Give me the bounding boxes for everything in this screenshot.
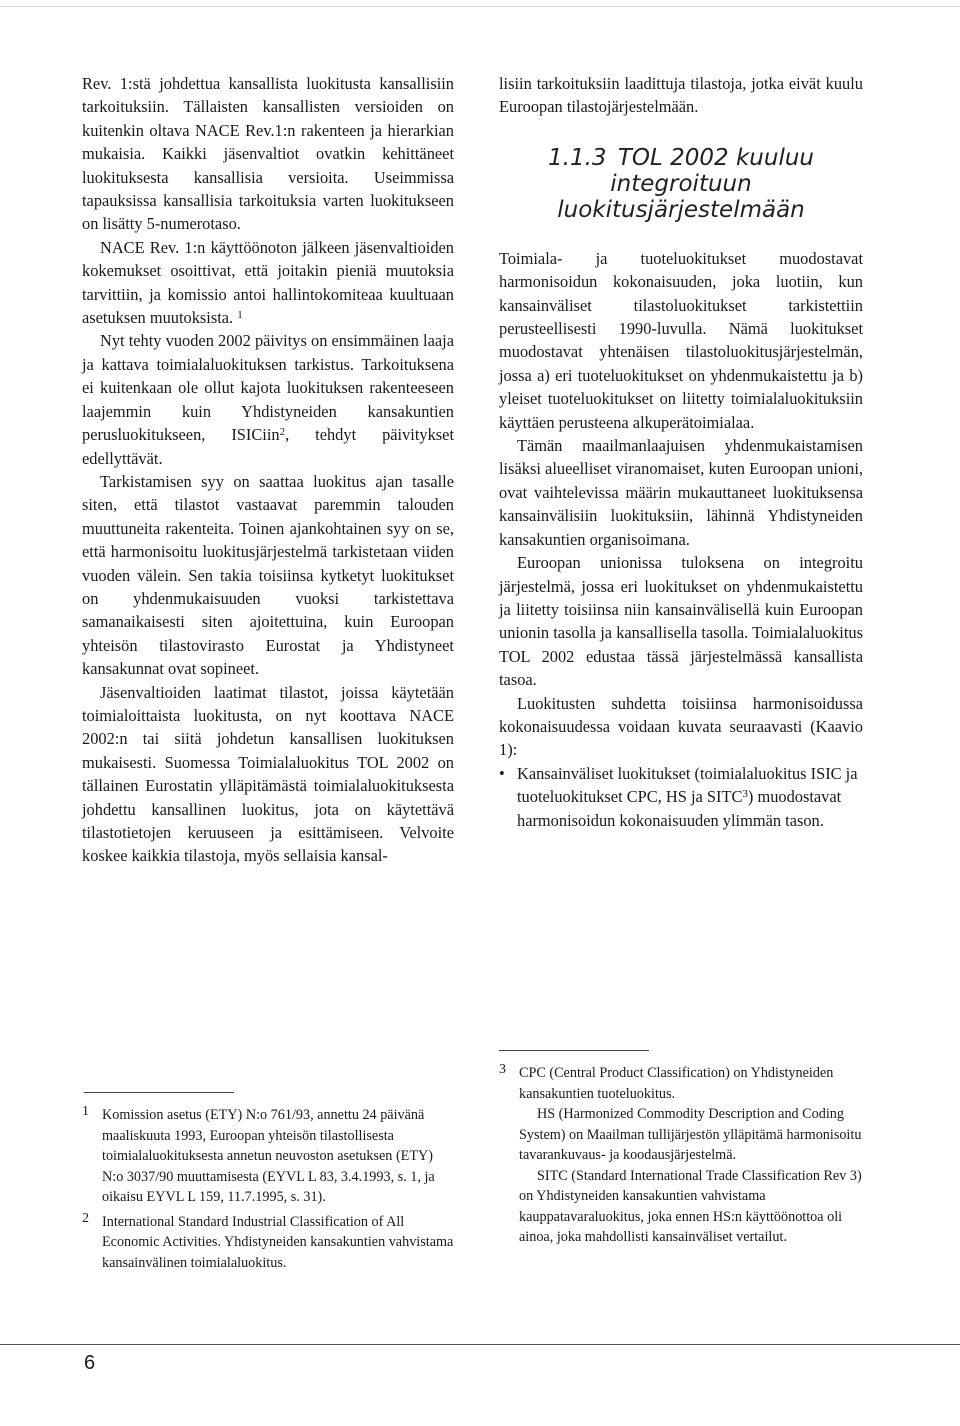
footnote-2-mark: 2 <box>82 1210 89 1226</box>
footnote-rule-right <box>499 1050 649 1051</box>
bullet-dot-icon: • <box>499 763 505 783</box>
left-paragraph-5: Jäsenvaltioiden laatimat tilastot, joissa käytetään toimialoittaista luokitusta, on nyt koottava NACE 2002:n tai siitä johdetun kansallisen luokituksen mukaisesti. Suomessa Toimialaluokitus TOL 2002 on tällainen Eurostatin ylläpitämästä toimialaluokituksesta johdettu kansallinen luokitus, jota on käytettävä tilastotietojen keruuseen ja esittämiseen. Velvoite koskee kaikkia tilastoja, myös sellaisia kansal- <box>82 682 454 866</box>
right-paragraph-2: Tämän maailmanlaajuisen yhdenmukaistamisen lisäksi alueelliset viranomaiset, kuten Euroopan unioni, ovat vaihtelevissa määrin mukauttaneet luokituksensa kansainvälisiin luokituksiin, lähinnä Yhdistyneiden kansakuntien organisoimana. <box>499 436 863 549</box>
footnote-2 <box>82 1212 454 1274</box>
footnote-2-text: International Standard Industrial Classification of All Economic Activities. Yhdistyneiden kansakuntien vahvistama kansainvälinen toimialaluokitus. <box>102 1213 454 1271</box>
left-paragraph-4: Tarkistamisen syy on saattaa luokitus ajan tasalle siten, että tilastot vastaavat paremmin talouden muuttuneita rakenteita. Toinen ajankohtainen syy on se, että harmonisoitu luokitusjärjestelmä tarkistetaan viiden vuoden välein. Sen takia toisiinsa kytketyt luokitukset on yhdenmukaisuuden vuoksi tarkistettava samanaikaisesti siten ajoitettuina, kuin Euroopan yhteisön tilastovirasto Eurostat ja Yhdistyneet kansakunnat ovat sopineet. <box>82 471 454 679</box>
section-number: 1.1.3 <box>548 144 607 171</box>
footnote-ref-3: 3 <box>742 788 748 801</box>
footnote-ref-1: 1 <box>237 309 243 322</box>
section-heading <box>499 145 863 223</box>
right-paragraph-4: Luokitusten suhdetta toisiinsa harmonisoidussa kokonaisuudessa voidaan kuvata seuraavasti (Kaavio 1): <box>499 693 863 760</box>
left-paragraph-2 <box>82 236 454 330</box>
footnote-rule-left <box>84 1092 234 1093</box>
footnote-ref-2: 2 <box>279 426 286 439</box>
right-column <box>499 72 863 832</box>
footnote-3-sitc: SITC (Standard International Trade Classification Rev 3) on Yhdistyneiden kansakuntien vahvistama kauppatavaraluokitus, joka ennen HS:n käyttöönottoa oli ainoa, joka mahdollisti kansainväliset vertailut. <box>519 1167 862 1245</box>
footnote-3-hs: HS (Harmonized Commodity Description and Coding System) on Maailman tullijärjestön ylläpitämä harmonisoitu tavarankuvaus- ja koodausjärjestelmä. <box>519 1106 862 1163</box>
left-paragraph-1: Rev. 1:stä johdettua kansallista luokitusta kansallisiin tarkoituksiin. Tällaisten kansallisten versioiden on kuitenkin oltava NACE Rev.1:n rakenteen ja hierarkian mukaisia. Kaikki jäsenvaltiot ovatkin kehittäneet luokituksesta kansallisia versioita. Useimmissa tapauksissa kansallisia tarkoituksia varten luokitukseen on lisätty 5-numerotaso. <box>82 74 454 234</box>
left-paragraph-3 <box>82 329 454 469</box>
footnote-1-text: Komission asetus (ETY) N:o 761/93, annettu 24 päivänä maaliskuuta 1993, Euroopan yhteisön tilastollisesta toimialaluokituksesta annetun neuvoston asetuksen (ETY) N:o 3037/90 muuttamisesta (EYVL L 83, 3.4.1993, s. 1, ja oikaisu EYVL L 159, 11.7.1995, s. 31). <box>102 1107 435 1205</box>
bullet-text-a: Kansainväliset luokitukset (toimialaluokitus ISIC ja tuoteluokitukset CPC, HS ja SITC <box>517 763 858 807</box>
right-paragraph-1: Toimiala- ja tuoteluokitukset muodostavat harmonisoidun kokonaisuuden, joka luotiin, kun kansainväliset tilastoluokitukset tarkistettiin perusteellisesti 1990-luvulla. Nämä luokitukset muodostavat yhtenäisen tilastoluokitusjärjestelmän, jossa a) eri tuoteluokitukset on yhdenmukaistettu ja b) yleiset tuoteluokitukset on liitetty toimialaluokituksiin käyttäen perusteena alkuperätoimialaa. <box>499 248 863 432</box>
page-bottom-rule <box>0 1344 960 1345</box>
bullet-text-b: ) muodostavat harmonisoidun kokonaisuuden ylimmän tason. <box>517 787 842 830</box>
left-paragraph-2-text: NACE Rev. 1:n käyttöönoton jälkeen jäsenvaltioiden kokemukset osoittivat, että joitakin pieniä muutoksia tarvittiin, ja komissio antoi hallintokomiteaa kuultuaan asetuksen muutoksista. <box>82 237 454 328</box>
bullet-item <box>499 762 863 832</box>
footnote-1-mark: 1 <box>82 1104 89 1119</box>
left-paragraph-3-text-b: , tehdyt päivitykset edellyttävät. <box>82 425 454 468</box>
right-intro-paragraph: lisiin tarkoituksiin laadittuja tilastoja, jotka eivät kuulu Euroopan tilastojärjestelmään. <box>499 74 863 117</box>
bullet-list <box>499 762 863 832</box>
footnote-3-text: CPC (Central Product Classification) on Yhdistyneiden kansakuntien tuoteluokitus. <box>519 1065 834 1102</box>
footnote-3 <box>499 1063 863 1248</box>
left-column <box>82 72 454 868</box>
left-paragraph-3-text-a: Nyt tehty vuoden 2002 päivitys on ensimmäinen laaja ja kattava toimialaluokituksen tarkistus. Tarkoituksena ei kuitenkaan ole ollut kajota luokituksen rakenteeseen laajemmin kuin Yhdistyneiden kansakuntien perusluokitukseen, ISICiin <box>82 331 454 445</box>
top-scan-rule <box>0 6 960 7</box>
footnote-3-mark: 3 <box>499 1062 506 1077</box>
page-number: 6 <box>84 1352 96 1374</box>
footnotes-left <box>82 1105 454 1273</box>
footnotes-right <box>499 1063 863 1248</box>
footnote-1 <box>82 1105 454 1208</box>
right-paragraph-3: Euroopan unionissa tuloksena on integroitu järjestelmä, jossa eri luokitukset on yhdenmukaistettu ja liitetty toisiinsa niin kansainvälisellä kuin Euroopan unionin tasolla ja kansallisella tasolla. Toimialaluokitus TOL 2002 edustaa tässä järjestelmässä kansallista tasoa. <box>499 553 863 690</box>
section-title: TOL 2002 kuuluu integroituun luokitusjärjestelmään <box>557 144 814 223</box>
